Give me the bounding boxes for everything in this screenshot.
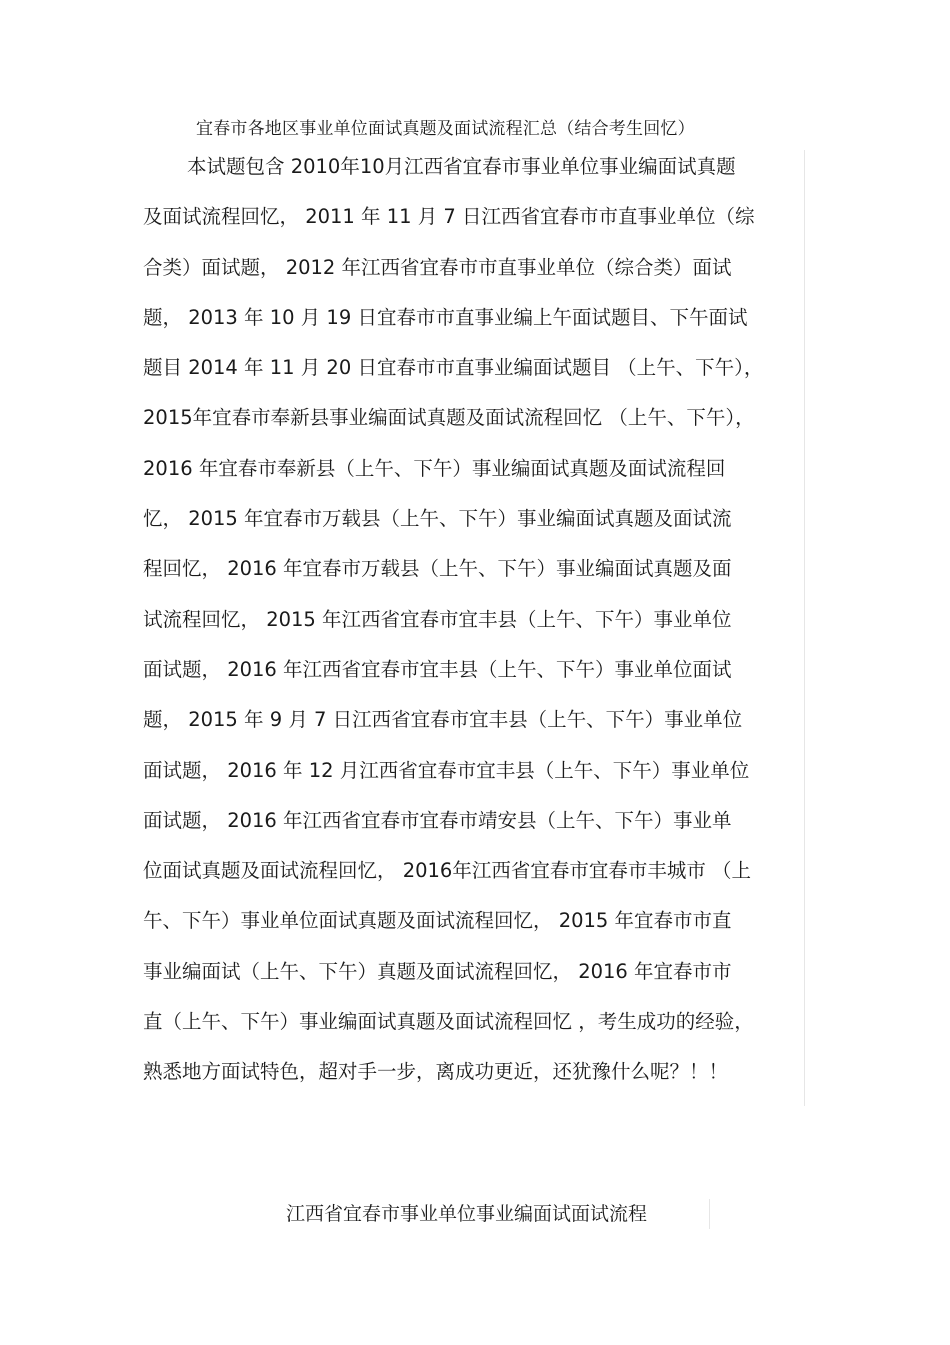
- body-line: [143, 401, 805, 451]
- body-line-text: 试流程回忆， 2015 年江西省宜春市宜丰县（上午、下午）事业单位: [143, 607, 732, 631]
- body-line-text: 题， 2013 年 10 月 19 日宜春市市直事业编上午面试题目、下午面试: [143, 305, 748, 329]
- body-line: [143, 1005, 805, 1055]
- document-title: 宜春市各地区事业单位面试真题及面试流程汇总（结合考生回忆）: [196, 119, 695, 139]
- body-line: [143, 301, 805, 351]
- body-line: [143, 854, 805, 904]
- body-line-text: 面试题， 2016 年 12 月江西省宜春市宜丰县（上午、下午）事业单位: [143, 758, 750, 782]
- body-line-text: 及面试流程回忆， 2011 年 11 月 7 日江西省宜春市市直事业单位（综: [143, 205, 755, 229]
- body-line: [143, 502, 805, 552]
- body-line-text: 直（上午、下午）事业编面试真题及面试流程回忆 ，考生成功的经验，: [143, 1010, 754, 1034]
- body-line: [143, 603, 805, 653]
- body-line-text: 合类）面试题， 2012 年江西省宜春市市直事业单位（综合类）面试: [143, 255, 732, 279]
- body-line: [143, 200, 805, 250]
- body-line: [143, 1055, 805, 1105]
- body-line-text: 2016 年宜春市奉新县（上午、下午）事业编面试真题及面试流程回: [143, 456, 726, 480]
- body-line: [143, 150, 805, 200]
- document-body: [143, 150, 805, 1106]
- body-line-text: 事业编面试（上午、下午）真题及面试流程回忆， 2016 年宜春市市: [143, 959, 732, 983]
- body-line-text: 面试题， 2016 年江西省宜春市宜春市靖安县（上午、下午）事业单: [143, 808, 732, 832]
- section-heading: 江西省宜春市事业单位事业编面试面试流程: [286, 1199, 710, 1229]
- body-line-text: 题目 2014 年 11 月 20 日宜春市市直事业编面试题目 （上午、下午），: [143, 356, 764, 380]
- body-line: [143, 804, 805, 854]
- body-line-text: 位面试真题及面试流程回忆， 2016年江西省宜春市宜春市丰城市 （上: [143, 859, 752, 883]
- body-line: [143, 754, 805, 804]
- body-line-text: 熟悉地方面试特色，超对手一步，离成功更近，还犹豫什么呢？！！: [143, 1060, 729, 1084]
- body-line-text: 面试题， 2016 年江西省宜春市宜丰县（上午、下午）事业单位面试: [143, 657, 732, 681]
- body-line: [143, 251, 805, 301]
- body-line-text: 本试题包含 2010年10月江西省宜春市事业单位事业编面试真题: [187, 155, 736, 178]
- body-line: [143, 452, 805, 502]
- body-line: [143, 955, 805, 1005]
- body-line: [143, 552, 805, 602]
- body-line-text: 忆， 2015 年宜春市万载县（上午、下午）事业编面试真题及面试流: [143, 507, 732, 531]
- body-line-text: 午、下午）事业单位面试真题及面试流程回忆， 2015 年宜春市市直: [143, 909, 732, 933]
- body-line: [143, 653, 805, 703]
- body-line: [143, 904, 805, 954]
- body-line-text: 程回忆， 2016 年宜春市万载县（上午、下午）事业编面试真题及面: [143, 557, 732, 581]
- body-line-text: 题， 2015 年 9 月 7 日江西省宜春市宜丰县（上午、下午）事业单位: [143, 708, 743, 732]
- body-line: [143, 351, 805, 401]
- body-line-text: 2015年宜春市奉新县事业编面试真题及面试流程回忆 （上午、下午），: [143, 406, 755, 430]
- body-line: [143, 703, 805, 753]
